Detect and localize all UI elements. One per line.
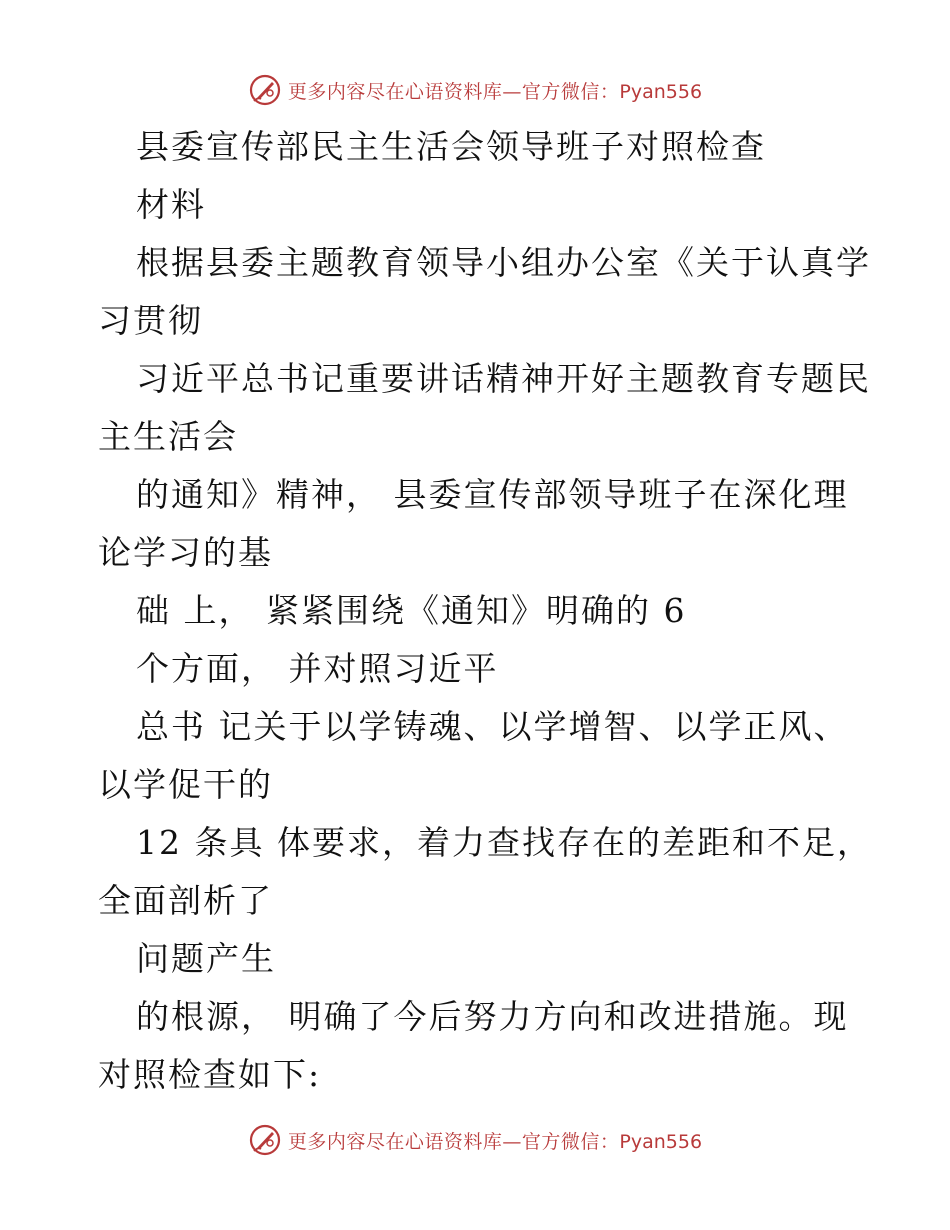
- watermark-wechat-id: Pyan556: [619, 1130, 703, 1153]
- text-line: 材料: [136, 185, 206, 224]
- text-line: 的根源， 明确了今后努力方向和改进措施。现: [136, 997, 849, 1036]
- text-line: 习近平总书记重要讲话精神开好主题教育专题民: [136, 359, 871, 398]
- text-line: 总书 记关于以学铸魂、以学增智、以学正风、: [136, 707, 849, 746]
- text-line: 对照检查如下:: [98, 1055, 322, 1094]
- text-line: 全面剖析了: [98, 881, 273, 920]
- text-line: 以学促干的: [98, 765, 273, 804]
- text-line: 习贯彻: [98, 301, 203, 340]
- watermark-text: [288, 77, 702, 104]
- text-line: 主生活会: [98, 417, 238, 456]
- header-watermark-banner: [0, 70, 950, 110]
- quill-pen-logo-icon: [248, 1123, 282, 1157]
- watermark-label: 更多内容尽在心语资料库—官方微信：: [287, 1130, 620, 1153]
- text-line: 的通知》精神， 县委宣传部领导班子在深化理: [136, 475, 849, 514]
- text-line: 12 条具 体要求，着力查找存在的差距和不足，: [136, 823, 872, 862]
- text-line: 问题产生: [136, 939, 276, 978]
- text-line: 县委宣传部民主生活会领导班子对照检查: [136, 127, 766, 166]
- watermark-text: [288, 1127, 702, 1154]
- watermark-label: 更多内容尽在心语资料库—官方微信：: [287, 80, 620, 103]
- document-body: [98, 118, 872, 1104]
- quill-pen-logo-icon: [248, 73, 282, 107]
- text-line: 论学习的基: [98, 533, 273, 572]
- text-line: 础 上， 紧紧围绕《通知》明确的 6: [136, 591, 687, 630]
- watermark-wechat-id: Pyan556: [619, 80, 703, 103]
- footer-watermark-banner: [0, 1120, 950, 1160]
- text-line: 个方面， 并对照习近平: [136, 649, 499, 688]
- text-line: 根据县委主题教育领导小组办公室《关于认真学: [136, 243, 871, 282]
